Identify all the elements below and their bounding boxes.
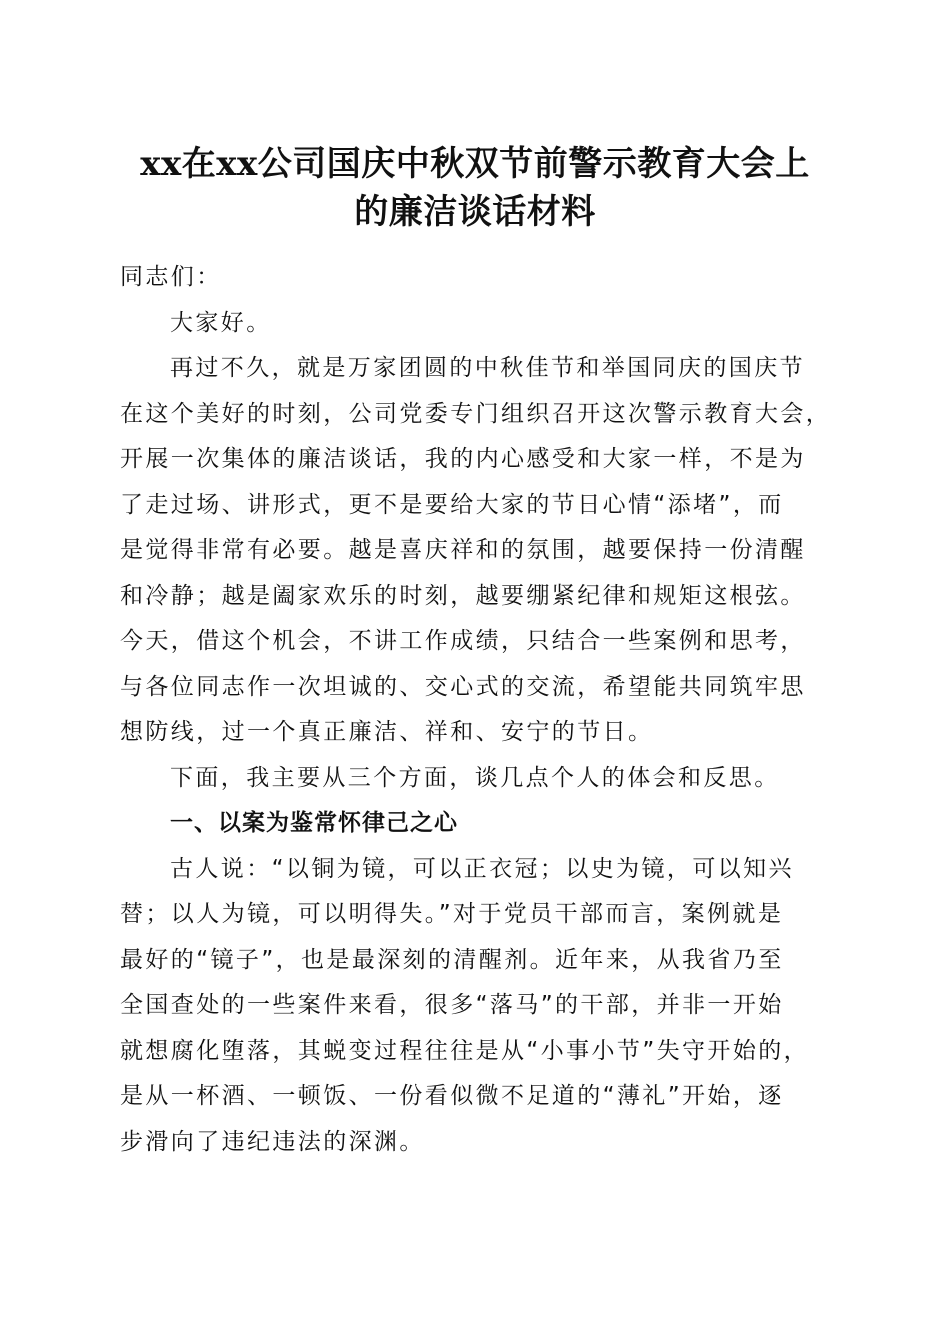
paragraph-line: 开展一次集体的廉洁谈话，我的内心感受和大家一样，不是为 [120, 446, 806, 472]
section-heading: 一、以案为鉴常怀律己之心 [170, 810, 458, 836]
paragraph-line: 步滑向了违纪违法的深渊。 [120, 1128, 425, 1155]
greeting: 大家好。 [170, 309, 272, 336]
title-line-1: xx在xx公司国庆中秋双节前警示教育大会上 [140, 144, 810, 184]
paragraph-line: 想防线，过一个真正廉洁、祥和、安宁的节日。 [120, 719, 654, 745]
paragraph-line: 最好的“镜子”，也是最深刻的清醒剂。近年来，从我省乃至 [120, 946, 784, 973]
paragraph-line: 替；以人为镜，可以明得失。”对于党员干部而言，案例就是 [120, 901, 784, 927]
paragraph-line: 下面，我主要从三个方面，谈几点个人的体会和反思。 [170, 764, 780, 791]
document-title [100, 140, 850, 236]
salutation: 同志们： [120, 264, 222, 290]
paragraph-line: 今天，借这个机会，不讲工作成绩，只结合一些案例和思考， [120, 628, 806, 654]
title-line-2: 的廉洁谈话材料 [354, 192, 596, 232]
paragraph-line: 是觉得非常有必要。越是喜庆祥和的氛围，越要保持一份清醒 [120, 537, 806, 563]
paragraph-line: 再过不久，就是万家团圆的中秋佳节和举国同庆的国庆节 [170, 355, 805, 381]
paragraph-line: 与各位同志作一次坦诚的、交心式的交流，希望能共同筑牢思 [120, 673, 806, 700]
paragraph-line: 了走过场、讲形式，更不是要给大家的节日心情“添堵”，而 [120, 491, 784, 518]
paragraph-line: 和冷静；越是阖家欢乐的时刻，越要绷紧纪律和规矩这根弦。 [120, 582, 806, 609]
paragraph-line: 是从一杯酒、一顿饭、一份看似微不足道的“薄礼”开始，逐 [120, 1083, 784, 1109]
paragraph-line: 在这个美好的时刻，公司党委专门组织召开这次警示教育大会， [120, 400, 832, 427]
paragraph-line: 古人说：“以铜为镜，可以正衣冠；以史为镜，可以知兴 [170, 855, 794, 882]
document-body [120, 255, 840, 1165]
paragraph-line: 全国查处的一些案件来看，很多“落马”的干部，并非一开始 [120, 992, 784, 1018]
paragraph-line: 就想腐化堕落，其蜕变过程往往是从“小事小节”失守开始的， [120, 1037, 810, 1064]
